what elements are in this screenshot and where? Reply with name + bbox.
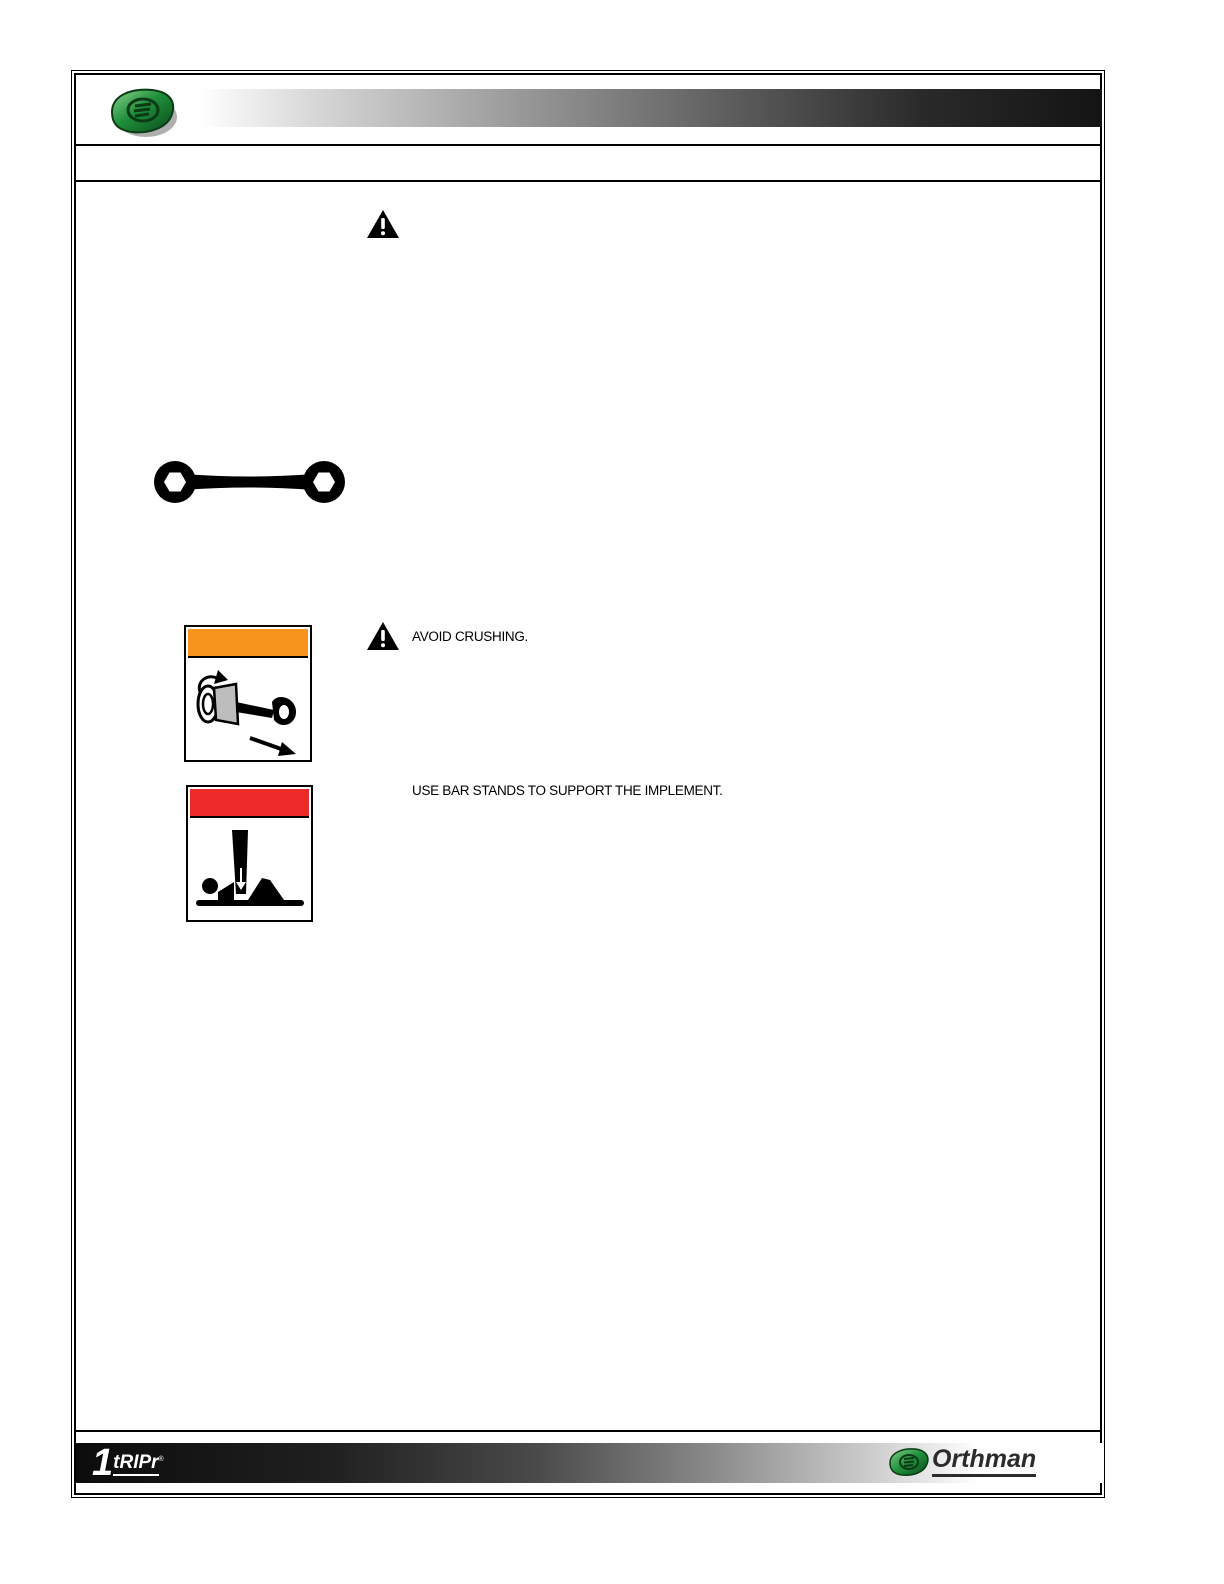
orthman-logo-mark-icon	[886, 1446, 932, 1478]
remove-key-decal-icon	[184, 625, 312, 762]
orthman-logo	[886, 1446, 1076, 1480]
danger-color-band	[190, 789, 309, 818]
bar-stands-text: USE BAR STANDS TO SUPPORT THE IMPLEMENT.	[412, 783, 723, 798]
crush-hazard-decal-icon	[186, 785, 313, 922]
header-rule-top	[74, 144, 1102, 146]
wrench-icon	[154, 458, 346, 511]
tripr-logo-word: tRIPr	[113, 1452, 158, 1476]
warning-triangle-icon	[366, 209, 400, 244]
tripr-logo-number: 1	[92, 1442, 112, 1484]
warning-color-band	[188, 629, 308, 658]
header-gradient-bar	[200, 89, 1102, 127]
footer-rule	[74, 1430, 1102, 1432]
header-rule-bottom	[74, 180, 1102, 182]
orthman-logo-word: Orthman	[932, 1444, 1036, 1477]
orthman-badge-icon	[104, 84, 180, 145]
tripr-logo-registered-mark: ®	[158, 1456, 164, 1463]
avoid-crushing-text: AVOID CRUSHING.	[412, 629, 529, 644]
warning-triangle-icon	[366, 621, 400, 656]
tripr-logo	[92, 1442, 164, 1484]
